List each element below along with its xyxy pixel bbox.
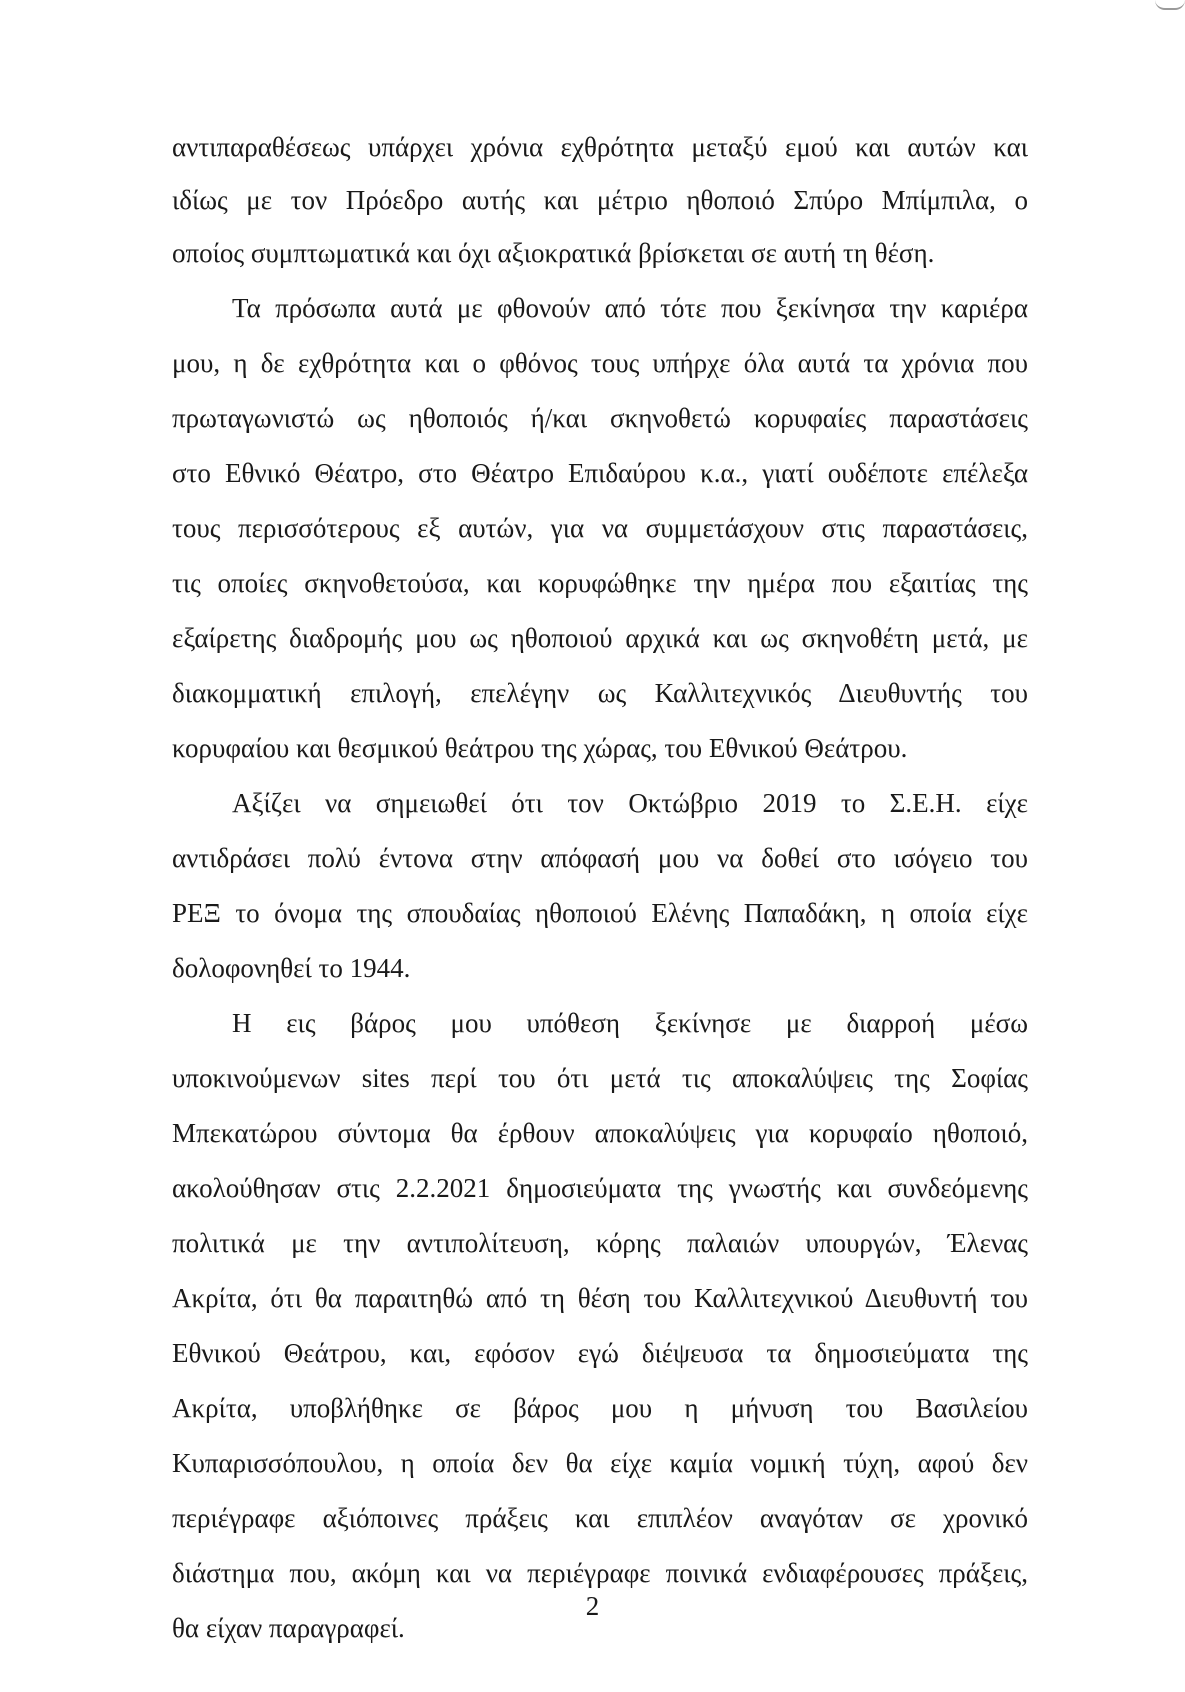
text-line: εξαίρετης διαδρομής μου ως ηθοποιού αρχικά και ως σκηνοθέτη μετά, με bbox=[172, 623, 1028, 653]
text-line: ακολούθησαν στις 2.2.2021 δημοσιεύματα της γνωστής και συνδεόμενης bbox=[172, 1173, 1028, 1203]
text-line: περιέγραφε αξιόποινες πράξεις και επιπλέον αναγόταν σε χρονικό bbox=[172, 1503, 1028, 1533]
text-line: Η εις βάρος μου υπόθεση ξεκίνησε με διαρροή μέσω bbox=[232, 1008, 1028, 1038]
text-line: διάστημα που, ακόμη και να περιέγραφε ποινικά ενδιαφέρουσες πράξεις, bbox=[172, 1558, 1028, 1588]
text-line: τις οποίες σκηνοθετούσα, και κορυφώθηκε την ημέρα που εξαιτίας της bbox=[172, 568, 1028, 598]
text-line: Εθνικού Θεάτρου, και, εφόσον εγώ διέψευσα τα δημοσιεύματα της bbox=[172, 1338, 1028, 1368]
text-line: τους περισσότερους εξ αυτών, για να συμμετάσχουν στις παραστάσεις, bbox=[172, 513, 1028, 543]
text-line: αντιδράσει πολύ έντονα στην απόφασή μου να δοθεί στο ισόγειο του bbox=[172, 843, 1028, 873]
page-number: 2 bbox=[585, 1591, 600, 1621]
text-line: Μπεκατώρου σύντομα θα έρθουν αποκαλύψεις για κορυφαίο ηθοποιό, bbox=[172, 1118, 1028, 1148]
text-line: αντιπαραθέσεως υπάρχει χρόνια εχθρότητα μεταξύ εμού και αυτών και bbox=[172, 132, 1028, 162]
text-line: Αξίζει να σημειωθεί ότι τον Οκτώβριο 2019 το Σ.Ε.Η. είχε bbox=[232, 788, 1028, 818]
text-line: Ακρίτα, υποβλήθηκε σε βάρος μου η μήνυση του Βασιλείου bbox=[172, 1393, 1028, 1423]
text-line: μου, η δε εχθρότητα και ο φθόνος τους υπήρχε όλα αυτά τα χρόνια που bbox=[172, 348, 1028, 378]
text-line: ιδίως με τον Πρόεδρο αυτής και μέτριο ηθοποιό Σπύρο Μπίμπιλα, ο bbox=[172, 185, 1028, 215]
text-line: θα είχαν παραγραφεί. bbox=[172, 1613, 405, 1643]
text-line: δολοφονηθεί το 1944. bbox=[172, 953, 411, 983]
text-line: στο Εθνικό Θέατρο, στο Θέατρο Επιδαύρου κ.α., γιατί ουδέποτε επέλεξα bbox=[172, 458, 1028, 488]
text-line: διακομματική επιλογή, επελέγην ως Καλλιτεχνικός Διευθυντής του bbox=[172, 678, 1028, 708]
text-line: ΡΕΞ το όνομα της σπουδαίας ηθοποιού Ελένης Παπαδάκη, η οποία είχε bbox=[172, 898, 1028, 928]
text-line: πολιτικά με την αντιπολίτευση, κόρης παλαιών υπουργών, Έλενας bbox=[172, 1228, 1028, 1258]
text-line: Ακρίτα, ότι θα παραιτηθώ από τη θέση του Καλλιτεχνικού Διευθυντή του bbox=[172, 1283, 1028, 1313]
text-line: κορυφαίου και θεσμικού θεάτρου της χώρας, του Εθνικού Θεάτρου. bbox=[172, 733, 908, 763]
text-line: Κυπαρισσόπουλου, η οποία δεν θα είχε καμία νομική τύχη, αφού δεν bbox=[172, 1448, 1028, 1478]
corner-scan-mark bbox=[1155, 0, 1185, 10]
text-line: οποίος συμπτωματικά και όχι αξιοκρατικά βρίσκεται σε αυτή τη θέση. bbox=[172, 238, 935, 268]
text-line: Τα πρόσωπα αυτά με φθονούν από τότε που ξεκίνησα την καριέρα bbox=[232, 293, 1028, 323]
text-line: πρωταγωνιστώ ως ηθοποιός ή/και σκηνοθετώ κορυφαίες παραστάσεις bbox=[172, 403, 1028, 433]
text-line: υποκινούμενων sites περί του ότι μετά τις αποκαλύψεις της Σοφίας bbox=[172, 1063, 1028, 1093]
body-text bbox=[172, 132, 1028, 1643]
